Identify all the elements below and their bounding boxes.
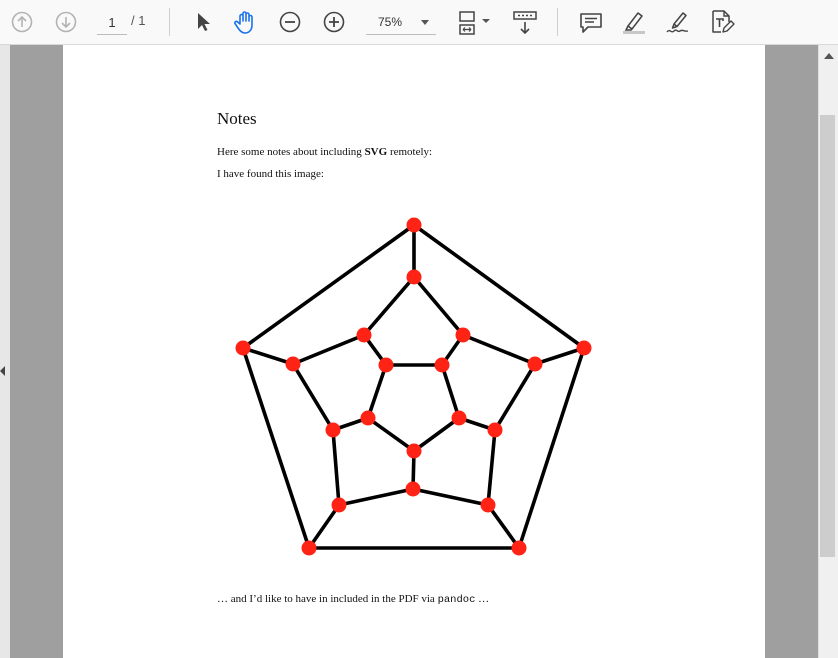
text-span: …: [475, 593, 490, 605]
graph-node: [332, 498, 347, 513]
graph-edge: [414, 225, 584, 348]
edit-document-icon[interactable]: [709, 9, 735, 35]
graph-edge: [519, 348, 584, 548]
pdf-page: [63, 45, 765, 658]
graph-node: [435, 358, 450, 373]
graph-edge: [414, 418, 459, 451]
graph-node: [357, 328, 372, 343]
graph-node: [456, 328, 471, 343]
page-number-input[interactable]: 1: [97, 10, 127, 35]
graph-node: [407, 218, 422, 233]
hand-tool-icon[interactable]: [233, 9, 259, 35]
graph-node: [452, 411, 467, 426]
graph-node: [577, 341, 592, 356]
graph-edge: [368, 418, 414, 451]
scroll-mode-icon[interactable]: [512, 10, 538, 36]
arrow-down-circle-icon[interactable]: [55, 11, 77, 33]
section-heading: Notes: [217, 109, 257, 128]
graph-edge: [368, 365, 386, 418]
dodecahedron-graph-image: [63, 45, 765, 658]
toolbar-divider: [169, 8, 170, 36]
graph-edge: [442, 365, 459, 418]
vertical-scrollbar[interactable]: [818, 45, 838, 658]
graph-node: [488, 423, 503, 438]
graph-node: [528, 357, 543, 372]
highlighter-icon[interactable]: [621, 9, 647, 35]
graph-edge: [364, 277, 414, 335]
page-total: / 1: [131, 13, 146, 28]
code-text: pandoc: [437, 594, 476, 606]
scrollbar-thumb[interactable]: [820, 115, 835, 557]
graph-node: [236, 341, 251, 356]
graph-edge: [293, 335, 364, 364]
graph-edge: [309, 505, 339, 548]
paragraph-outro: [217, 593, 489, 606]
sign-pen-icon[interactable]: [665, 9, 691, 35]
graph-edge: [339, 489, 413, 505]
graph-edge: [488, 430, 495, 505]
zoom-value: 75%: [378, 15, 403, 29]
toolbar-divider: [557, 8, 558, 36]
graph-edge: [535, 348, 584, 364]
graph-node: [326, 423, 341, 438]
graph-node: [379, 358, 394, 373]
minus-circle-icon[interactable]: [279, 11, 301, 33]
plus-circle-icon[interactable]: [323, 11, 345, 33]
graph-edge: [488, 505, 519, 548]
graph-edge: [333, 430, 339, 505]
graph-edge: [243, 348, 309, 548]
zoom-select[interactable]: [366, 10, 436, 35]
graph-edge: [414, 277, 463, 335]
graph-node: [286, 357, 301, 372]
graph-node: [302, 541, 317, 556]
text-span: … and I’d like to have in included in the PDF via: [217, 593, 438, 605]
text-span: remotely:: [387, 146, 433, 158]
graph-edge: [413, 489, 488, 505]
graph-node: [407, 270, 422, 285]
graph-node: [361, 411, 376, 426]
bold-text: SVG: [364, 146, 388, 158]
comment-icon[interactable]: [579, 11, 603, 35]
graph-edge: [495, 364, 535, 430]
text-span: Here some notes about including: [217, 146, 365, 158]
graph-node: [512, 541, 527, 556]
graph-node: [481, 498, 496, 513]
graph-node: [406, 482, 421, 497]
side-panel-toggle-strip[interactable]: [0, 45, 10, 658]
panel-collapse-arrow-icon[interactable]: [0, 366, 5, 376]
scroll-up-arrow-icon[interactable]: [824, 53, 834, 59]
graph-edge: [463, 335, 535, 364]
fit-page-icon[interactable]: [457, 10, 493, 36]
graph-edge: [293, 364, 333, 430]
graph-edge: [243, 225, 414, 348]
graph-node: [407, 444, 422, 459]
paragraph-image-intro: I have found this image:: [217, 168, 324, 180]
toolbar: [0, 0, 838, 45]
arrow-up-circle-icon[interactable]: [11, 11, 33, 33]
pointer-arrow-icon[interactable]: [193, 11, 213, 33]
graph-edge: [243, 348, 293, 364]
chevron-down-icon: [421, 20, 429, 25]
